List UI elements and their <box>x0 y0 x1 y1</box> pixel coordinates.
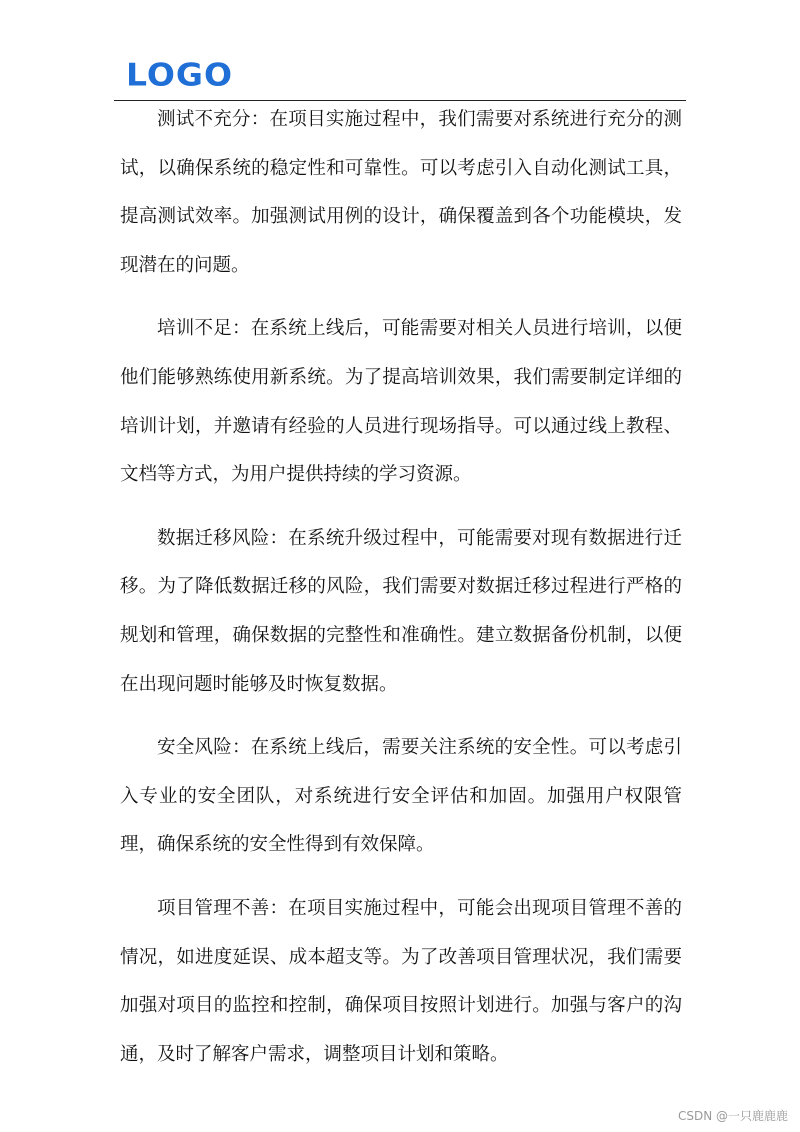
watermark: CSDN @一只鹿鹿鹿 <box>677 1109 788 1123</box>
paragraph-security: 安全风险：在系统上线后，需要关注系统的安全性。可以考虑引入专业的安全团队，对系统进行安全评估和加固。加强用户权限管理，确保系统的安全性得到有效保障。 <box>120 737 682 856</box>
paragraph-project-management: 项目管理不善：在项目实施过程中，可能会出现项目管理不善的情况，如进度延误、成本超支等。为了改善项目管理状况，我们需要加强对项目的监控和控制，确保项目按照计划进行。加强与客户的沟通，及时了解客户需求，调整项目计划和策略。 <box>120 897 682 1065</box>
paragraph-testing: 测试不充分：在项目实施过程中，我们需要对系统进行充分的测试，以确保系统的稳定性和可靠性。可以考虑引入自动化测试工具，提高测试效率。加强测试用例的设计，确保覆盖到各个功能模块，发现潜在的问题。 <box>120 109 682 276</box>
paragraph-training: 培训不足：在系统上线后，可能需要对相关人员进行培训，以便他们能够熟练使用新系统。为了提高培训效果，我们需要制定详细的培训计划，并邀请有经验的人员进行现场指导。可以通过线上教程、文档等方式，为用户提供持续的学习资源。 <box>120 318 682 486</box>
paragraph-data-migration: 数据迁移风险：在系统升级过程中，可能需要对现有数据进行迁移。为了降低数据迁移的风险，我们需要对数据迁移过程进行严格的规划和管理，确保数据的完整性和准确性。建立数据备份机制，以便在出现问题时能够及时恢复数据。 <box>120 527 682 695</box>
page-header <box>0 0 800 102</box>
document-body <box>120 96 682 1094</box>
logo: LOGO <box>126 55 234 94</box>
